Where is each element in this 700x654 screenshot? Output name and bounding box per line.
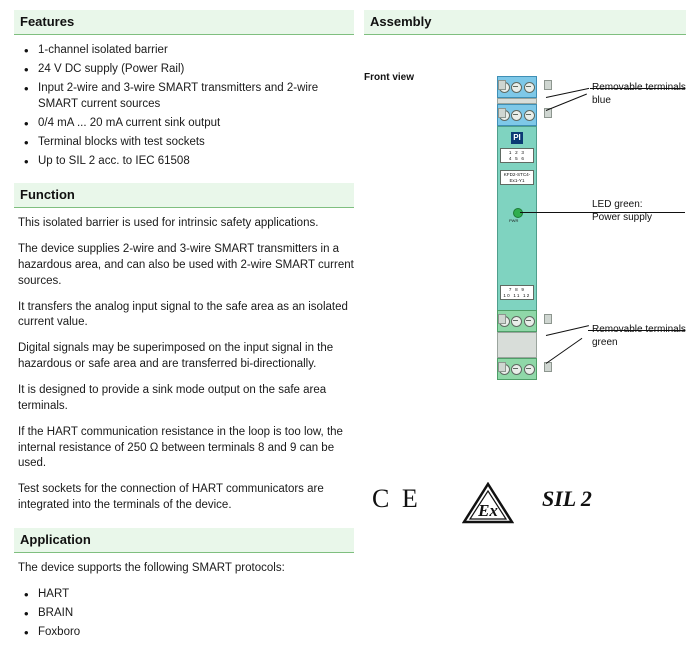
list-item: • BRAIN bbox=[22, 606, 354, 622]
callout-terminals-green: Removable terminals green bbox=[592, 324, 686, 348]
features-list bbox=[14, 43, 354, 169]
function-paragraph: Digital signals may be superimposed on the input signal in the hazardous or safe area and are transferred bi-directionally. bbox=[18, 342, 334, 371]
terminal-number-label-bottom: 7 8 9 10 11 12 bbox=[500, 285, 534, 300]
application-intro: The device supports the following SMART protocols: bbox=[18, 562, 285, 574]
list-item: • Foxboro bbox=[22, 625, 354, 641]
function-paragraph: It is designed to provide a sink mode output on the safe area terminals. bbox=[18, 383, 327, 412]
approval-marks bbox=[372, 482, 672, 532]
list-item: • 24 V DC supply (Power Rail) bbox=[22, 62, 354, 78]
callout-leader-line bbox=[520, 212, 588, 213]
features-heading: Features bbox=[14, 10, 354, 35]
list-item: • HART bbox=[22, 587, 354, 603]
ce-mark-icon: C E bbox=[372, 484, 421, 513]
right-column bbox=[364, 10, 686, 43]
housing-collar-bottom bbox=[497, 332, 537, 358]
screw-icon bbox=[524, 316, 535, 327]
function-paragraph: If the HART communication resistance in the loop is too low, the internal resistance of 250 Ω between terminals 8 and 9 can be used. bbox=[18, 425, 343, 470]
type-code-label: KFD2-STC4-Ex1-Y1 bbox=[500, 170, 534, 185]
mount-tab-left bbox=[498, 108, 506, 118]
screw-icon bbox=[511, 316, 522, 327]
screw-icon bbox=[511, 364, 522, 375]
device-illustration bbox=[497, 70, 553, 390]
function-paragraph: The device supplies 2-wire and 3-wire SMART transmitters in a hazardous area, and can also be used with 2-wire SMART current sources. bbox=[18, 242, 354, 287]
screw-icon bbox=[511, 82, 522, 93]
list-item: • Terminal blocks with test sockets bbox=[22, 135, 354, 151]
callout-terminals-blue: Removable terminals blue bbox=[592, 82, 686, 106]
function-paragraph: It transfers the analog input signal to the safe area as an isolated current value. bbox=[18, 300, 348, 329]
mount-tab-left bbox=[498, 362, 506, 372]
svg-text:Ex: Ex bbox=[478, 501, 498, 520]
mount-tab-left bbox=[498, 314, 506, 324]
terminal-number-label-top: 1 2 3 4 5 6 bbox=[500, 148, 534, 163]
screw-icon bbox=[524, 110, 535, 121]
screw-icon bbox=[524, 82, 535, 93]
function-heading: Function bbox=[14, 183, 354, 208]
screw-icon bbox=[511, 110, 522, 121]
manufacturer-logo-icon: PI bbox=[511, 132, 523, 144]
function-paragraph: Test sockets for the connection of HART communicators are integrated into the terminals of the device. bbox=[18, 483, 324, 512]
callout-led-green: LED green: Power supply bbox=[592, 199, 653, 223]
list-item: • Input 2-wire and 3-wire SMART transmitters and 2-wire SMART current sources bbox=[22, 81, 354, 112]
list-item: • 1-channel isolated barrier bbox=[22, 43, 354, 59]
assembly-heading: Assembly bbox=[364, 10, 686, 35]
screw-icon bbox=[524, 364, 535, 375]
left-column bbox=[14, 10, 354, 654]
sil-mark-label: SIL 2 bbox=[542, 486, 592, 511]
list-item: • 0/4 mA ... 20 mA current sink output bbox=[22, 116, 354, 132]
led-label: PWR bbox=[509, 218, 519, 223]
mount-tab-left bbox=[498, 80, 506, 90]
front-view-label: Front view bbox=[364, 72, 415, 83]
atex-ex-mark-icon bbox=[462, 482, 514, 524]
function-paragraph: This isolated barrier is used for intrinsic safety applications. bbox=[18, 217, 319, 230]
mount-tab-right bbox=[544, 314, 552, 324]
list-item: • Up to SIL 2 acc. to IEC 61508 bbox=[22, 154, 354, 170]
led-green-icon bbox=[513, 208, 523, 218]
application-list bbox=[14, 587, 354, 641]
mount-tab-right bbox=[544, 80, 552, 90]
application-heading: Application bbox=[14, 528, 354, 553]
